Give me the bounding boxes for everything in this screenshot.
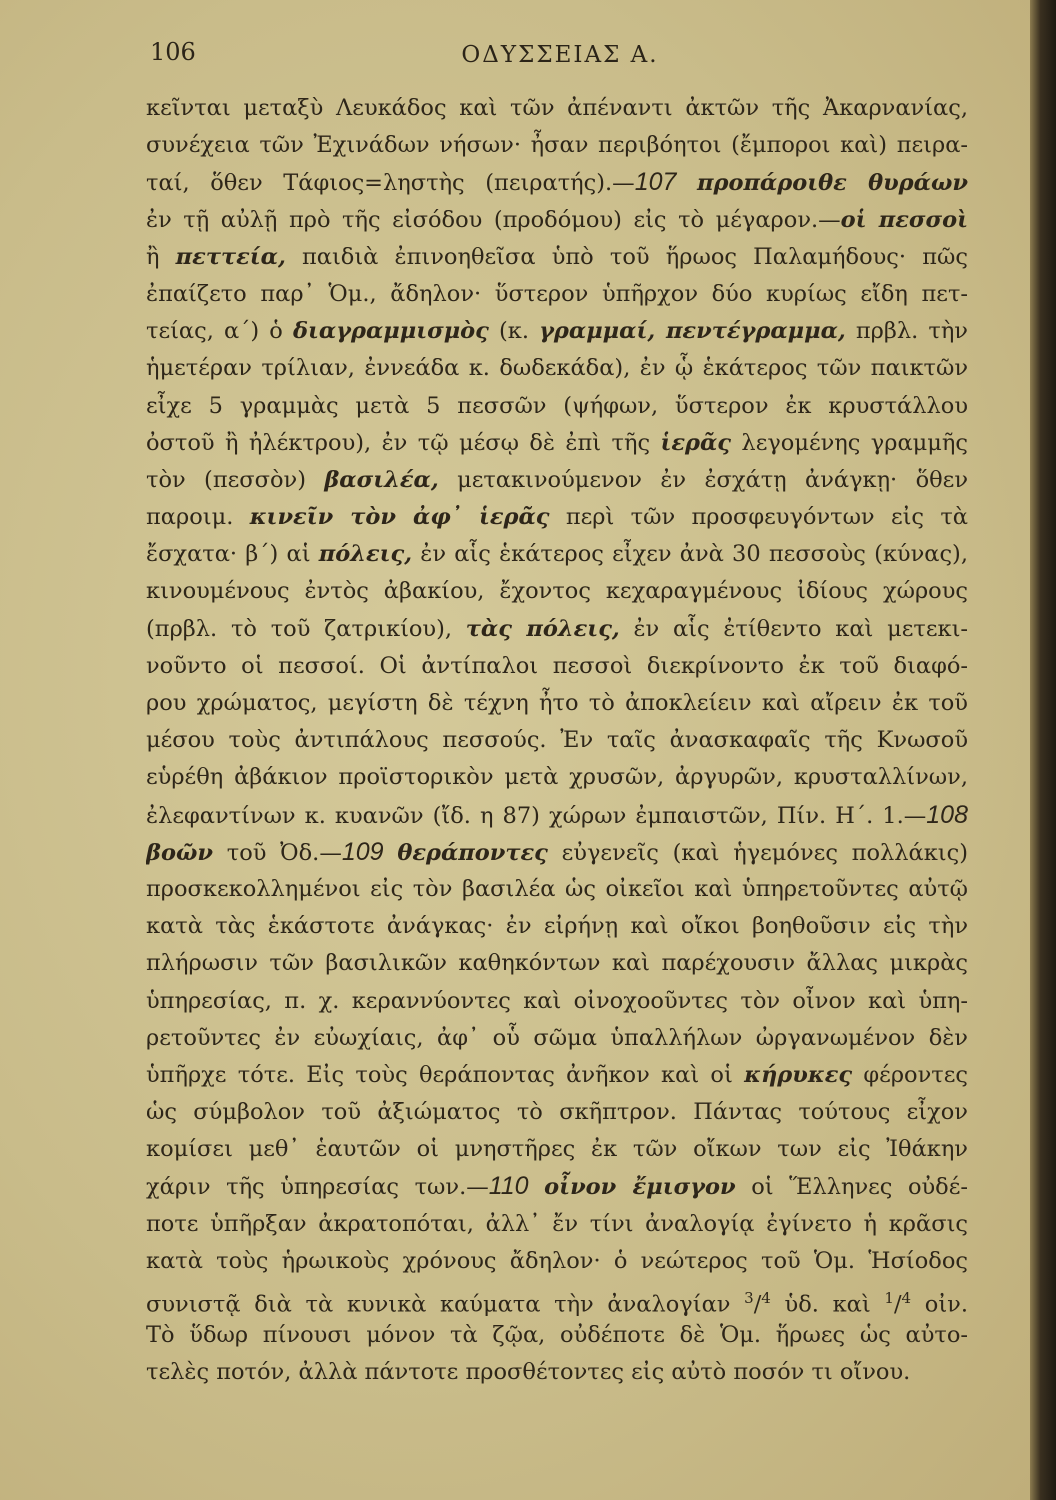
verse-number: 107 <box>634 168 677 197</box>
text-line <box>146 1354 968 1391</box>
text-segment: ἐν αἷς ἑκάτερος εἶχεν ἀνὰ 30 πεσσοὺς (κύνας), <box>412 541 968 568</box>
page-edge <box>1030 0 1056 1500</box>
text-segment: τὸν (πεσσὸν) <box>146 466 325 493</box>
text-segment: 3 <box>744 1289 754 1307</box>
text-segment: εὑρέθη ἀβάκιον προϊστορικὸν μετὰ χρυσῶν, ἀργυρῶν, κρυσταλλίνων, <box>146 764 968 791</box>
lemma: κήρυκες <box>744 1061 853 1088</box>
text-line <box>146 202 968 239</box>
text-segment: εὐγενεῖς (καὶ ἡγεμόνες πολλάκις) <box>547 839 968 866</box>
text-segment: οἰν. <box>911 1291 968 1318</box>
text-segment: μέσου τοὺς ἀντιπάλους πεσσούς. Ἐν ταῖς ἀνασκαφαῖς τῆς Κνωσοῦ <box>146 727 968 754</box>
text-line <box>146 945 968 982</box>
text-line <box>146 797 968 834</box>
text-segment: 1 <box>884 1289 894 1307</box>
text-line <box>146 1317 968 1354</box>
text-segment: 4 <box>761 1289 771 1307</box>
text-segment: (κ. <box>488 318 540 345</box>
text-line <box>146 1168 968 1205</box>
text-line <box>146 313 968 350</box>
text-segment: χάριν τῆς ὑπηρεσίας των.— <box>146 1174 489 1201</box>
lemma: βασιλέα, <box>324 466 439 493</box>
text-segment: ταί, ὅθεν Τάφιος=ληστὴς (πειρατής).— <box>146 170 635 197</box>
text-segment: κομίσει μεθ᾽ ἑαυτῶν οἱ μνηστῆρες ἐκ τῶν οἴκων των εἰς Ἰθάκην <box>146 1136 968 1163</box>
text-line <box>146 611 968 648</box>
verse-number: 109 <box>341 837 384 866</box>
text-segment: ἡμετέραν τρίλιαν, ἐννεάδα κ. δωδεκάδα), ἐν ᾧ ἑκάτερος τῶν παικτῶν <box>146 355 968 382</box>
text-segment: συνέχεια τῶν Ἐχινάδων νήσων· ἦσαν περιβόητοι (ἔμποροι καὶ) πειρα- <box>146 132 968 159</box>
text-line <box>146 499 968 536</box>
text-segment: ποτε ὑπῆρξαν ἀκρατοπόται, ἀλλ᾽ ἔν τίνι ἀναλογίᾳ ἐγίνετο ἡ κρᾶσις <box>146 1210 968 1237</box>
text-line <box>146 1057 968 1094</box>
text-line <box>146 1280 968 1317</box>
lemma: οἱ πεσσοὶ <box>840 206 968 233</box>
lemma: πεττεία, <box>175 243 286 270</box>
text-segment: ὑδ. καὶ <box>770 1291 885 1318</box>
text-segment: ὑπῆρχε τότε. Εἰς τοὺς θεράποντας ἀνῆκον καὶ οἱ <box>146 1061 745 1088</box>
text-segment: κεῖνται μεταξὺ Λευκάδος καὶ τῶν ἀπέναντι ἀκτῶν τῆς Ἀκαρνανίας, <box>146 95 968 121</box>
lemma: γραμμαί, πεντέγραμμα, <box>539 318 846 345</box>
text-line <box>146 834 968 871</box>
text-segment: λεγομένης γραμμῆς <box>731 429 968 456</box>
text-segment: τείας, α΄) ὁ <box>146 318 293 345</box>
text-segment: ρετοῦντες ἐν εὐωχίαις, ἀφ᾽ οὗ σῶμα ὑπαλλήλων ὠργανωμένον δὲν <box>146 1024 968 1051</box>
text-line <box>146 908 968 945</box>
text-segment: ρου χρώματος, μεγίστη δὲ τέχνη ἦτο τὸ ἀποκλείειν καὶ αἴρειν ἐκ τοῦ <box>146 690 968 716</box>
text-segment: περὶ τῶν προσφευγόντων εἰς τὰ <box>549 504 968 531</box>
text-line <box>146 127 968 164</box>
text-segment: Τὸ ὕδωρ πίνουσι μόνον τὰ ζῷα, οὐδέποτε δὲ Ὁμ. ἥρωες ὡς αὐτο- <box>146 1322 968 1349</box>
text-segment: τελὲς ποτόν, ἀλλὰ πάντοτε προσθέτοντες εἰς αὐτὸ ποσόν τι οἴνου. <box>146 1359 911 1386</box>
text-line <box>146 648 968 685</box>
lemma: θεράποντες <box>397 839 548 866</box>
commentary-text <box>146 90 968 1392</box>
text-segment: ἐν αἷς ἐτίθεντο καὶ μετεκι- <box>619 615 968 642</box>
text-segment <box>529 1174 545 1200</box>
text-segment: ἐν τῇ αὐλῇ πρὸ τῆς εἰσόδου (προδόμου) εἰς τὸ μέγαρον.— <box>146 206 841 233</box>
text-segment: ὑπηρεσίας, π. χ. κεραννύοντες καὶ οἰνοχοοῦντες τὸν οἶνον καὶ ὑπη- <box>146 987 968 1014</box>
text-line <box>146 1094 968 1131</box>
lemma: βοῶν <box>146 839 213 866</box>
text-line <box>146 276 968 313</box>
lemma: πόλεις, <box>318 541 413 568</box>
text-segment: φέροντες <box>852 1061 968 1088</box>
text-segment: ἔσχατα· β΄) αἱ <box>146 541 319 568</box>
text-line <box>146 388 968 425</box>
text-segment: κατὰ τοὺς ἡρωικοὺς χρόνους ἄδηλον· ὁ νεώτερος τοῦ Ὁμ. Ἡσίοδος <box>146 1247 968 1274</box>
text-line <box>146 573 968 610</box>
text-segment: προσκεκολλημένοι εἰς τὸν βασιλέα ὡς οἰκεῖοι καὶ ὑπηρετοῦντες αὐτῷ <box>146 875 968 902</box>
text-line <box>146 722 968 759</box>
text-segment: (πρβλ. τὸ τοῦ ζατρικίου), <box>146 615 466 642</box>
text-segment <box>384 840 398 866</box>
text-segment: / <box>893 1291 902 1318</box>
text-segment: ἢ <box>146 243 176 270</box>
text-segment: ἐλεφαντίνων κ. κυανῶν (ἴδ. η 87) χώρων ἐμπαιστῶν, Πίν. Η΄. 1.— <box>146 802 927 829</box>
text-segment: παιδιὰ ἐπινοηθεῖσα ὑπὸ τοῦ ἥρωος Παλαμήδους· πῶς <box>285 243 968 270</box>
text-segment: πλήρωσιν τῶν βασιλικῶν καθηκόντων καὶ παρέχουσιν ἄλλας μικρὰς <box>146 950 968 977</box>
text-line <box>146 685 968 722</box>
text-segment: ὡς σύμβολον τοῦ ἀξιώματος τὸ σκῆπτρον. Πάντας τούτους εἶχον <box>146 1099 968 1126</box>
text-line <box>146 90 968 127</box>
text-line <box>146 1243 968 1280</box>
lemma: προπάροιθε θυράων <box>697 170 968 197</box>
text-segment: / <box>753 1291 762 1318</box>
text-segment: τοῦ Ὀδ.— <box>212 839 342 866</box>
text-segment <box>676 170 697 196</box>
lemma: διαγραμμισμὸς <box>292 318 489 345</box>
text-segment: νοῦντο οἱ πεσσοί. Οἱ ἀντίπαλοι πεσσοὶ διεκρίνοντο ἐκ τοῦ διαφό- <box>146 652 968 679</box>
lemma: κινεῖν τὸν ἀφ᾽ ἱερᾶς <box>249 504 550 531</box>
text-line <box>146 1020 968 1057</box>
text-line <box>146 871 968 908</box>
text-segment: 4 <box>901 1289 912 1307</box>
text-segment: κινουμένους ἐντὸς ἀβακίου, ἔχοντος κεχαραγμένους ἰδίους χώρους <box>146 578 968 605</box>
text-segment: συνιστᾷ διὰ τὰ κυνικὰ καύματα τὴν ἀναλογίαν <box>146 1291 745 1318</box>
text-line <box>146 1206 968 1243</box>
text-line <box>146 164 968 201</box>
text-segment: εἶχε 5 γραμμὰς μετὰ 5 πεσσῶν (ψήφων, ὕστερον ἐκ κρυστάλλου <box>146 392 968 419</box>
text-line <box>146 1131 968 1168</box>
running-title: ΟΔΥΣΣΕΙΑΣ Α. <box>461 42 659 68</box>
lemma: οἶνον ἔμισγον <box>544 1174 736 1201</box>
text-segment: ὀστοῦ ἢ ἠλέκτρου), ἐν τῷ μέσῳ δὲ ἐπὶ τῆς <box>146 429 661 456</box>
text-segment: παροιμ. <box>146 504 250 531</box>
text-segment: πρβλ. τὴν <box>845 318 968 345</box>
text-line <box>146 536 968 573</box>
text-segment: μετακινούμενον ἐν ἐσχάτῃ ἀνάγκῃ· ὅθεν <box>438 466 968 493</box>
text-line <box>146 983 968 1020</box>
text-line <box>146 350 968 387</box>
lemma: ἱερᾶς <box>660 429 732 456</box>
text-segment: οἱ Ἕλληνες οὐδέ- <box>735 1174 968 1201</box>
text-line <box>146 462 968 499</box>
verse-number: 110 <box>488 1172 529 1201</box>
text-segment: κατὰ τὰς ἑκάστοτε ἀνάγκας· ἐν εἰρήνῃ καὶ οἴκοι βοηθοῦσιν εἰς τὴν <box>146 913 968 940</box>
lemma: τὰς πόλεις, <box>465 615 620 642</box>
text-segment: ἐπαίζετο παρ᾽ Ὁμ., ἄδηλον· ὕστερον ὑπῆρχον δύο κυρίως εἴδη πετ- <box>146 280 968 307</box>
page-header <box>150 38 970 78</box>
text-line <box>146 239 968 276</box>
page-number: 106 <box>150 38 196 66</box>
text-line <box>146 759 968 796</box>
verse-number: 108 <box>926 800 968 829</box>
text-line <box>146 425 968 462</box>
